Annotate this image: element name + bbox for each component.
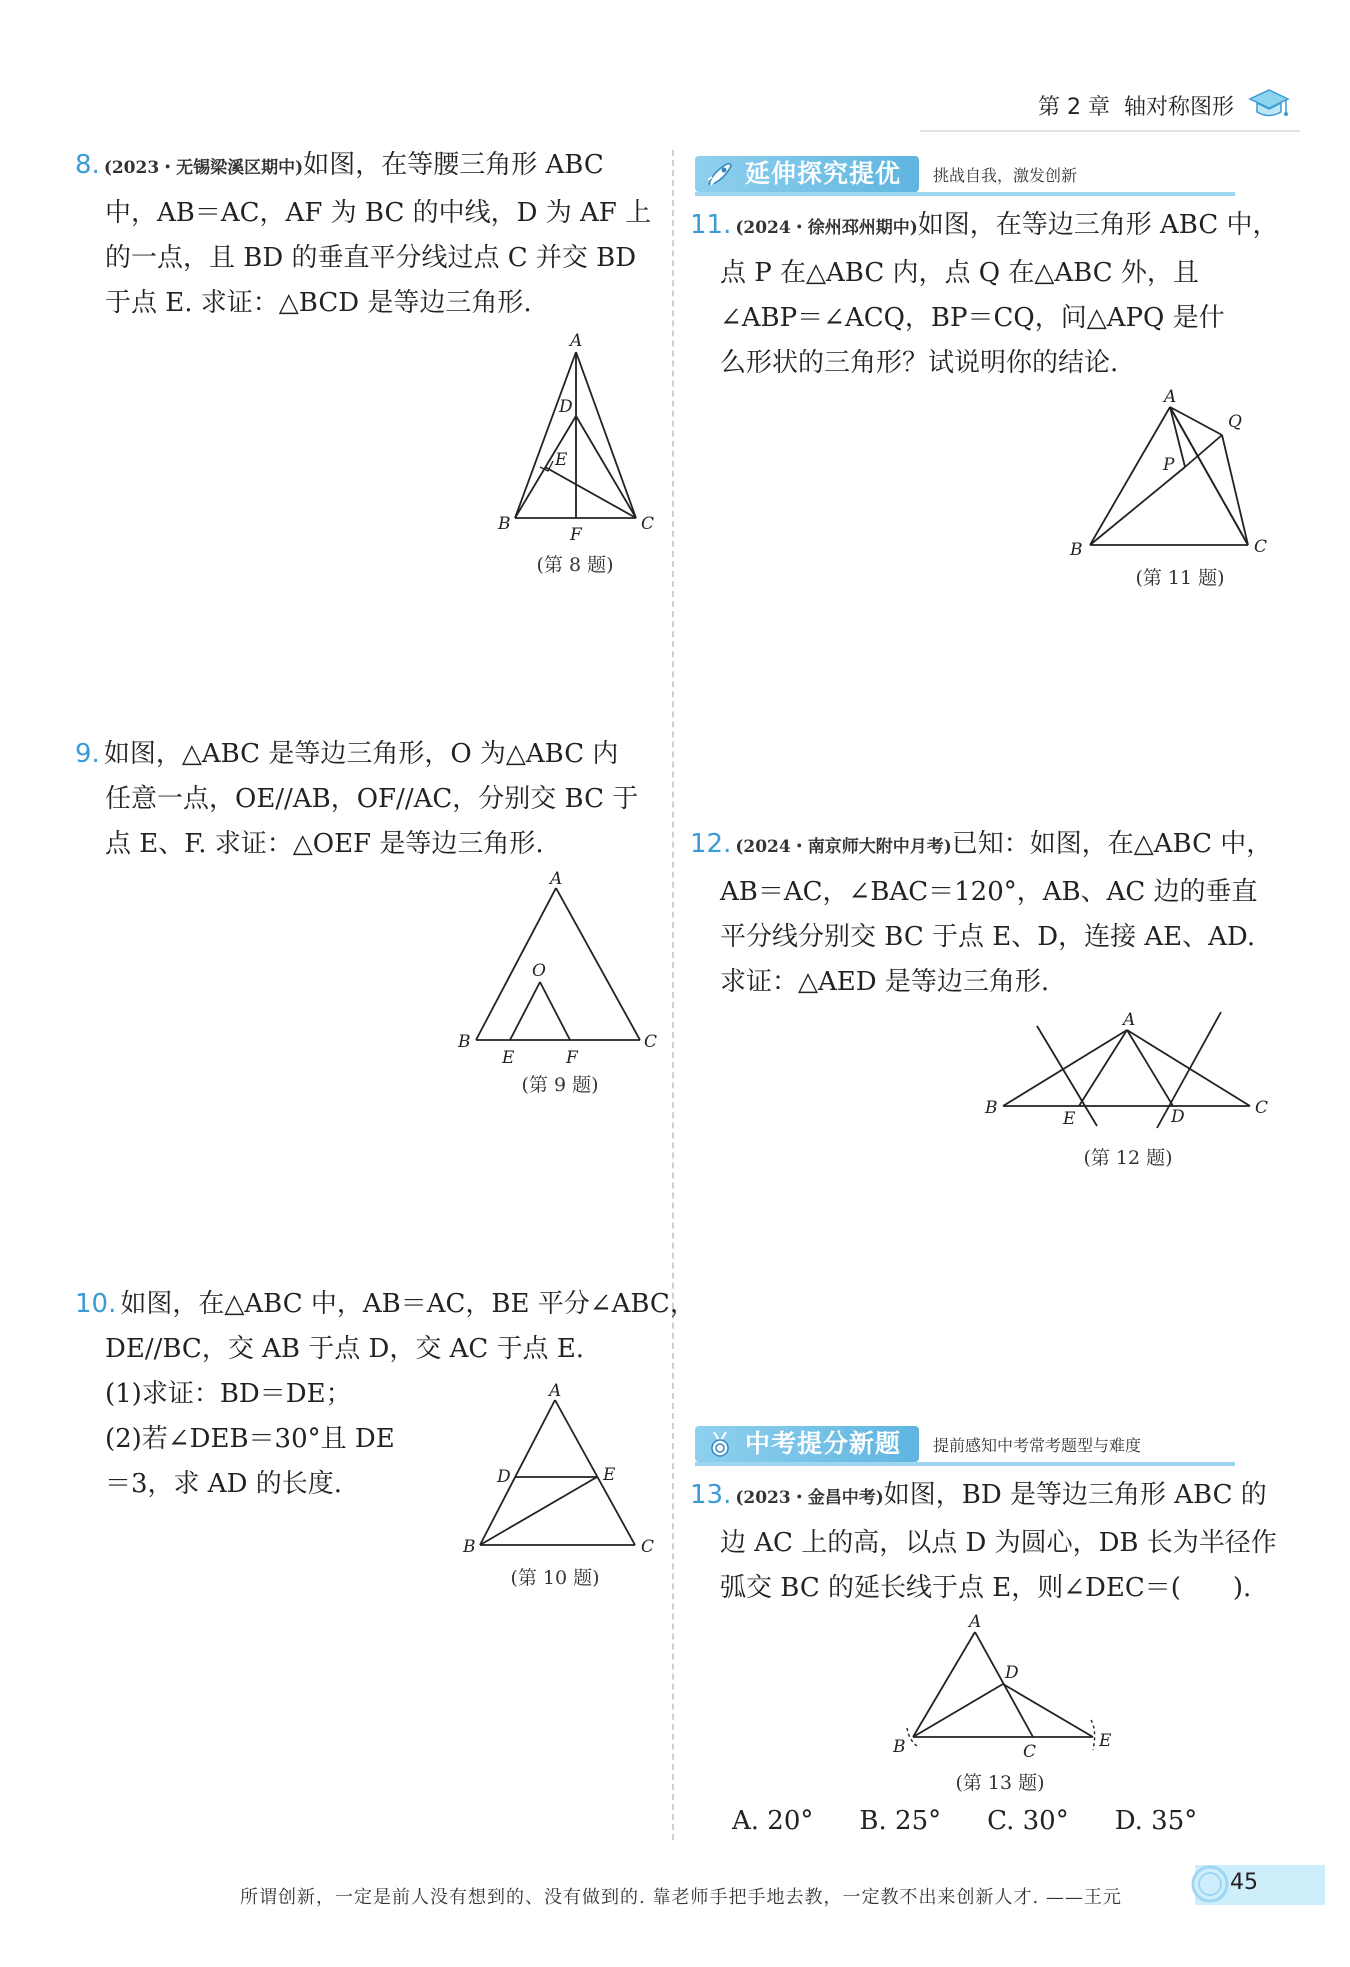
section-banner-extend [695,152,1077,196]
banner-title: 中考提分新题 [745,1429,902,1458]
problem-8-line-2: 中，AB＝AC，AF 为 BC 的中线，D 为 AF 上 [105,198,652,228]
label-a: A [550,870,563,889]
problem-number: 11. [690,210,732,240]
chapter-title: 轴对称图形 [1123,94,1234,120]
problem-10-line-3: (1)求证：BD＝DE； [105,1379,352,1409]
page-number: 45 [1230,1870,1258,1895]
banner-title: 延伸探究提优 [745,159,902,188]
problem-11-line-1: 11. (2024・徐州邳州期中)如图，在等边三角形 ABC 中， [690,210,1279,240]
section-banner-exam [695,1422,1141,1466]
rocket-icon [705,160,735,188]
header-rule [920,130,1300,132]
problem-source: (2023・无锡梁溪区期中) [103,158,304,178]
problem-8-line-4: 于点 E. 求证：△BCD 是等边三角形. [105,288,532,318]
banner-badge [695,1426,919,1462]
problem-number: 12. [690,829,732,859]
choice-a[interactable]: A. 20° [732,1806,814,1836]
label-e: E [555,450,568,470]
label-d: D [1005,1663,1019,1683]
problem-13-line-1: 13. (2023・金昌中考)如图，BD 是等边三角形 ABC 的 [690,1480,1267,1510]
footer-quote: 所谓创新，一定是前人没有想到的、没有做到的. 靠老师手把手地去教，一定教不出来创新人才. ——王元 [240,1887,1122,1908]
label-c: C [1255,1098,1269,1118]
problem-11-line-3: ∠ABP＝∠ACQ，BP＝CQ，问△APQ 是什 [720,303,1225,333]
label-b: B [1070,540,1083,560]
label-e: E [502,1048,515,1068]
figure-10-caption: (第 10 题) [510,1567,600,1589]
label-d: D [559,397,573,417]
problem-13-line-3: 弧交 BC 的延长线于点 E，则∠DEC＝( ). [720,1573,1252,1603]
problem-source: (2024・徐州邳州期中) [735,218,918,238]
label-f: F [566,1048,578,1068]
label-f: F [570,525,582,545]
banner-badge [695,156,919,192]
problem-13 [690,1473,1280,1611]
label-c: C [641,1537,655,1557]
problem-10-line-5: ＝3，求 AD 的长度. [105,1469,342,1499]
label-b: B [463,1537,476,1557]
label-a: A [1164,387,1177,407]
label-o: O [532,961,546,981]
problem-11 [690,203,1280,386]
chapter-number: 第 2 章 [1038,94,1110,120]
figure-9-caption: (第 9 题) [521,1074,599,1096]
banner-underline [695,192,1235,196]
label-c: C [1254,537,1268,557]
label-a: A [969,1612,982,1632]
problem-number: 13. [690,1480,732,1510]
problem-number: 8. [75,150,100,180]
label-d: D [497,1467,511,1487]
problem-12-line-1: 12. (2024・南京师大附中月考)已知：如图，在△ABC 中， [690,829,1273,859]
label-b: B [893,1737,906,1757]
figure-11 [1060,385,1270,569]
problem-10-line-2: DE//BC，交 AB 于点 D，交 AC 于点 E. [105,1334,585,1364]
label-e: E [1099,1731,1112,1751]
problem-11-line-2: 点 P 在△ABC 内，点 Q 在△ABC 外，且 [720,258,1199,288]
problem-8-line-1: 8. (2023・无锡梁溪区期中)如图，在等腰三角形 ABC [75,150,604,180]
problem-13-line-2: 边 AC 上的高，以点 D 为圆心，DB 长为半径作 [720,1528,1277,1558]
label-a: A [1123,1010,1136,1030]
problem-10-line-4: (2)若∠DEB＝30°且 DE [105,1424,395,1454]
problem-12-line-2: AB＝AC，∠BAC＝120°，AB、AC 边的垂直 [720,877,1258,907]
problem-source: (2024・南京师大附中月考) [735,837,952,857]
label-a: A [549,1381,562,1401]
answer-choices [732,1806,1197,1836]
label-b: B [498,514,511,534]
problem-9-line-2: 任意一点，OE//AB，OF//AC，分别交 BC 于 [105,784,639,814]
problem-number: 9. [75,739,100,769]
problem-10-line-1: 10. 如图，在△ABC 中，AB＝AC，BE 平分∠ABC， [75,1289,696,1319]
chapter-header [1038,88,1290,122]
figure-8-caption: (第 8 题) [536,554,614,576]
choice-b[interactable]: B. 25° [859,1806,942,1836]
label-p: P [1163,455,1175,475]
problem-source: (2023・金昌中考) [735,1488,884,1508]
label-b: B [458,1032,471,1052]
problem-9-line-1: 9. 如图，△ABC 是等边三角形，O 为△ABC 内 [75,739,619,769]
problem-12-line-4: 求证：△AED 是等边三角形. [720,967,1050,997]
label-a: A [570,331,583,351]
choice-d[interactable]: D. 35° [1114,1806,1198,1836]
problem-9 [75,732,665,867]
figure-11-caption: (第 11 题) [1135,567,1225,589]
label-d: D [1171,1107,1185,1127]
label-e: E [1063,1109,1076,1129]
banner-underline [695,1462,1235,1466]
figure-13 [885,1612,1125,1766]
figure-12 [975,1000,1275,1144]
banner-subtitle: 提前感知中考常考题型与难度 [933,1435,1142,1455]
label-c: C [641,514,655,534]
figure-9 [450,870,665,1074]
graduation-cap-icon [1248,88,1290,122]
figure-12-caption: (第 12 题) [1083,1147,1173,1169]
problem-9-line-3: 点 E、F. 求证：△OEF 是等边三角形. [105,829,544,859]
figure-8 [490,330,670,549]
problem-12-line-3: 平分线分别交 BC 于点 E、D，连接 AE、AD. [720,922,1256,952]
problem-12 [690,822,1280,1005]
banner-subtitle: 挑战自我，激发创新 [933,165,1078,185]
problem-8 [75,143,665,326]
problem-number: 10. [75,1289,117,1319]
circle-decoration-icon [1190,1864,1230,1904]
label-c: C [1023,1742,1037,1762]
problem-8-line-3: 的一点，且 BD 的垂直平分线过点 C 并交 BD [105,243,637,273]
problem-11-line-4: 么形状的三角形？试说明你的结论. [720,348,1119,378]
label-q: Q [1228,412,1242,432]
label-c: C [644,1032,658,1052]
label-b: B [985,1098,998,1118]
medal-icon [705,1430,735,1458]
figure-13-caption: (第 13 题) [955,1772,1045,1794]
label-e: E [603,1465,616,1485]
choice-c[interactable]: C. 30° [987,1806,1069,1836]
column-divider [672,150,674,1840]
figure-10 [455,1380,665,1569]
